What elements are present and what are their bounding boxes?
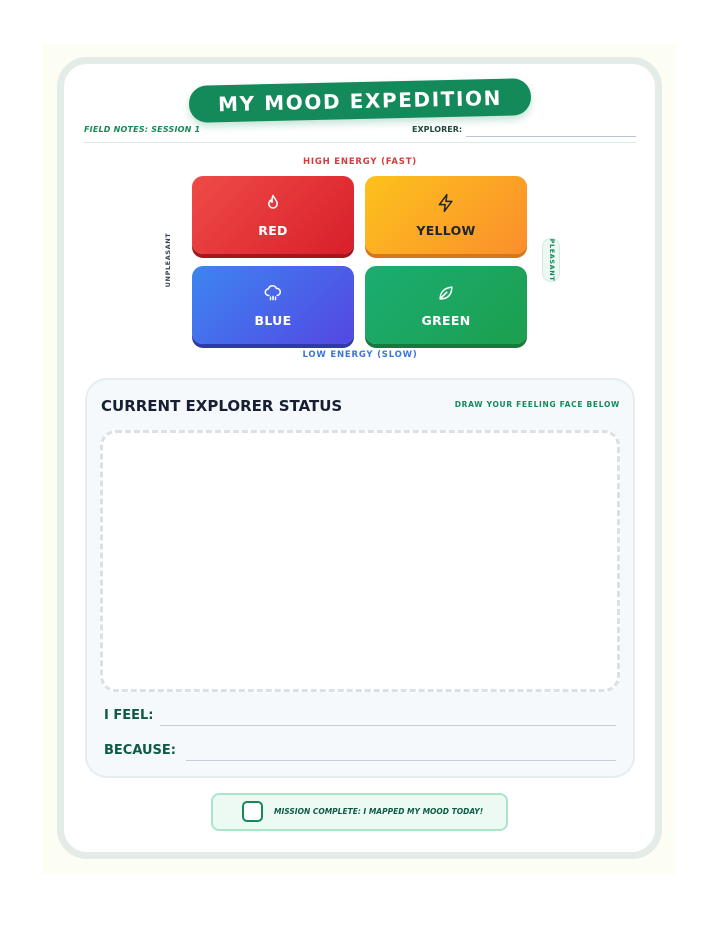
axis-low-energy: LOW ENERGY (SLOW) (302, 350, 418, 360)
explorer-label: EXPLORER: (412, 125, 463, 134)
mission-checkbox[interactable] (242, 801, 263, 822)
zone-green-label: GREEN (421, 312, 471, 328)
status-title: CURRENT EXPLORER STATUS (101, 397, 343, 415)
i-feel-field[interactable] (160, 725, 616, 726)
zone-green[interactable] (365, 266, 527, 344)
zone-yellow[interactable] (365, 176, 527, 254)
mission-complete-text: MISSION COMPLETE: I MAPPED MY MOOD TODAY! (274, 807, 484, 816)
because-label: BECAUSE: (104, 743, 176, 758)
page-title: MY MOOD EXPEDITION (217, 85, 503, 116)
lightning-icon (436, 193, 456, 217)
field-notes-label: FIELD NOTES: SESSION 1 (84, 125, 201, 134)
zone-red-label: RED (258, 222, 288, 238)
leaf-icon (436, 283, 456, 307)
feeling-face-drawing-area[interactable] (100, 430, 620, 692)
zone-yellow-label: YELLOW (416, 222, 476, 238)
because-field[interactable] (186, 760, 616, 761)
flame-icon (263, 193, 283, 217)
zone-red[interactable] (192, 176, 354, 254)
explorer-name-field[interactable] (466, 136, 636, 137)
i-feel-label: I FEEL: (104, 708, 154, 723)
status-hint: DRAW YOUR FEELING FACE BELOW (454, 400, 620, 409)
axis-high-energy: HIGH ENERGY (FAST) (302, 157, 417, 167)
rain-cloud-icon (263, 283, 283, 307)
zone-blue[interactable] (192, 266, 354, 344)
zone-blue-label: BLUE (254, 312, 292, 328)
title-banner (189, 78, 532, 123)
axis-pleasant: PLEASANT (548, 238, 556, 282)
axis-unpleasant: UNPLEASANT (164, 232, 172, 288)
header-divider (84, 142, 636, 143)
